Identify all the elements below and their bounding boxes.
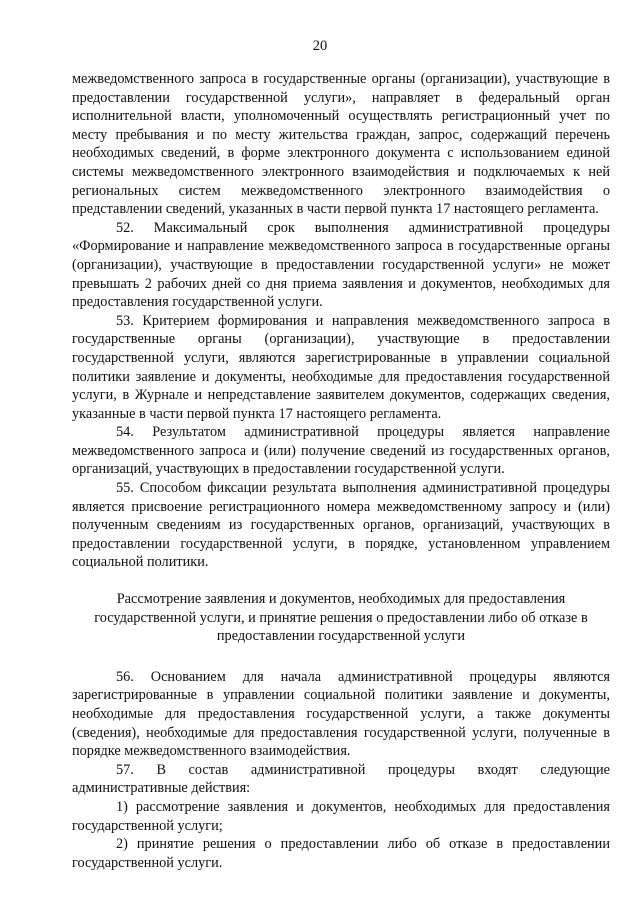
paragraph-55: 55. Способом фиксации результата выполнения административной процедуры является присвоение регистрационного номера межведомственному запросу и (или) полученным сведениям из государственных органов, организаций, участвующих в предоставлении государственной услуги, в порядке, установленном управлением социальной политики. [72, 480, 610, 571]
paragraph-continuation: межведомственного запроса в государственные органы (организации), участвующие в предоставлении государственной услуги», направляет в федеральный орган исполнительной власти, уполномоченный осуществлять регистрационный учет по месту пребывания и по месту жительства граждан, запрос, содержащий перечень необходимых сведений, в форме электронного документа с использованием единой системы межведомственного электронного взаимодействия и подключаемых к ней региональных систем межведомственного электронного взаимодействия о представлении сведений, указанных в части первой пункта 17 настоящего регламента. [72, 71, 610, 218]
paragraph-56: 56. Основанием для начала административной процедуры являются зарегистрированные в управлении социальной политики заявление и документы, необходимые для предоставления государственной услуги, а также документы (сведения), необходимые для предоставления государственной услуги, полученные в порядке межведомственного взаимодействия. [72, 668, 610, 760]
paragraph-53: 53. Критерием формирования и направления межведомственного запроса в государственные органы (организации), участвующие в предоставлении государственной услуги, являются зарегистрированные в управлении социальной политики заявление и документы, необходимые для предоставления государственной услуги, в Журнале и непредставление заявителем документов, содержащих сведения, указанные в части первой пункта 17 настоящего регламента. [72, 312, 610, 422]
page-number: 20 [312, 38, 328, 54]
paragraph-54: 54. Результатом административной процедуры является направление межведомственного запроса и (или) получение сведений из государственных органов, организаций, участвующих в предоставлении государственной услуги. [72, 424, 610, 478]
list-item-2: 2) принятие решения о предоставлении либо об отказе в предоставлении государственной услуги. [72, 836, 610, 871]
paragraph-57: 57. В состав административной процедуры входят следующие административные действия: [72, 761, 610, 797]
paragraph-52: 52. Максимальный срок выполнения административной процедуры «Формирование и направление межведомственного запроса в государственные органы (организации), участвующие в предоставлении государственной услуги» не может превышать 2 рабочих дней со дня приема заявления и документов, необходимых для предоставления государственной услуги. [72, 219, 610, 311]
list-item-1: 1) рассмотрение заявления и документов, необходимых для предоставления государственной услуги; [72, 798, 610, 834]
document-body [72, 70, 610, 872]
section-heading: Рассмотрение заявления и документов, необходимых для предоставления государственной услуги, и принятие решения о предоставлении либо об отказе в предоставлении государственной услуги [94, 591, 588, 645]
